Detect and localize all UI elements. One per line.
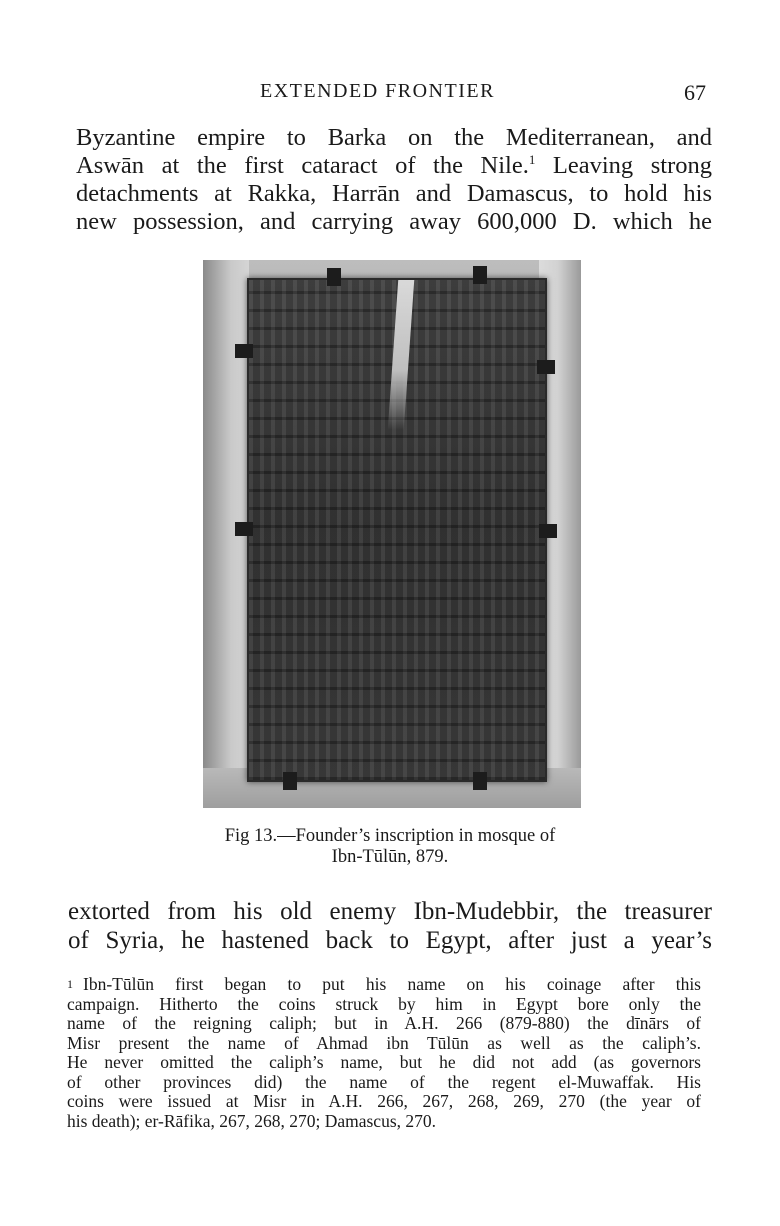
- clamp-icon: [235, 522, 253, 536]
- text-line: Byzantine empire to Barka on the Mediterranean, and: [76, 124, 712, 151]
- footnote-line: campaign. Hitherto the coins struck by him in Egypt bore only the: [67, 993, 701, 1014]
- clamp-icon: [539, 524, 557, 538]
- text-fragment: Ibn-Tūlūn first began to put his name on his coinage after this: [83, 974, 701, 994]
- footnote-line: coins were issued at Misr in A.H. 266, 267, 268, 269, 270 (the year of: [67, 1091, 701, 1111]
- paragraph-bottom: [68, 897, 712, 955]
- footnote-marker: 1: [67, 977, 73, 991]
- inscription-photograph: [203, 260, 581, 808]
- text-fragment: Aswān at the first cataract of the Nile.: [76, 152, 529, 179]
- text-line: extorted from his old enemy Ibn-Mudebbir, the treasurer: [68, 898, 712, 925]
- paragraph-top: [76, 124, 712, 236]
- footnote-line: his death); er-Rāfika, 267, 268, 270; Damascus, 270.: [67, 1110, 437, 1131]
- figure-caption-line-1: Fig 13.—Founder’s inscription in mosque of: [224, 826, 556, 846]
- footnote-line: Misr present the name of Ahmad ibn Tūlūn as well as the caliph’s.: [67, 1032, 701, 1053]
- clamp-icon: [283, 772, 297, 790]
- text-fragment: Leaving strong: [552, 152, 712, 179]
- footnote-line: of other provinces did) the name of the regent el-Muwaffak. His: [67, 1071, 701, 1092]
- footnote-line: He never omitted the caliph’s name, but he did not add (as governors: [67, 1052, 701, 1072]
- page-number: 67: [684, 80, 706, 105]
- footnote: [67, 975, 701, 1131]
- text-line: detachments at Rakka, Harrān and Damascus, to hold his: [76, 180, 712, 207]
- clamp-icon: [473, 266, 487, 284]
- footnote-reference[interactable]: 1: [528, 151, 536, 167]
- clamp-icon: [235, 344, 253, 358]
- clamp-icon: [473, 772, 487, 790]
- text-line: [76, 152, 712, 180]
- text-line: new possession, and carrying away 600,000 D. which he: [76, 208, 712, 235]
- running-head: EXTENDED FRONTIER: [260, 80, 495, 102]
- footnote-line: name of the reigning caliph; but in A.H. 266 (879-880) the dīnārs of: [67, 1013, 701, 1033]
- footnote-line: [67, 975, 701, 995]
- clamp-icon: [537, 360, 555, 374]
- figure-caption-line-2: Ibn-Tūlūn, 879.: [331, 847, 449, 867]
- clamp-icon: [327, 268, 341, 286]
- text-line: of Syria, he hastened back to Egypt, after just a year’s: [68, 927, 712, 954]
